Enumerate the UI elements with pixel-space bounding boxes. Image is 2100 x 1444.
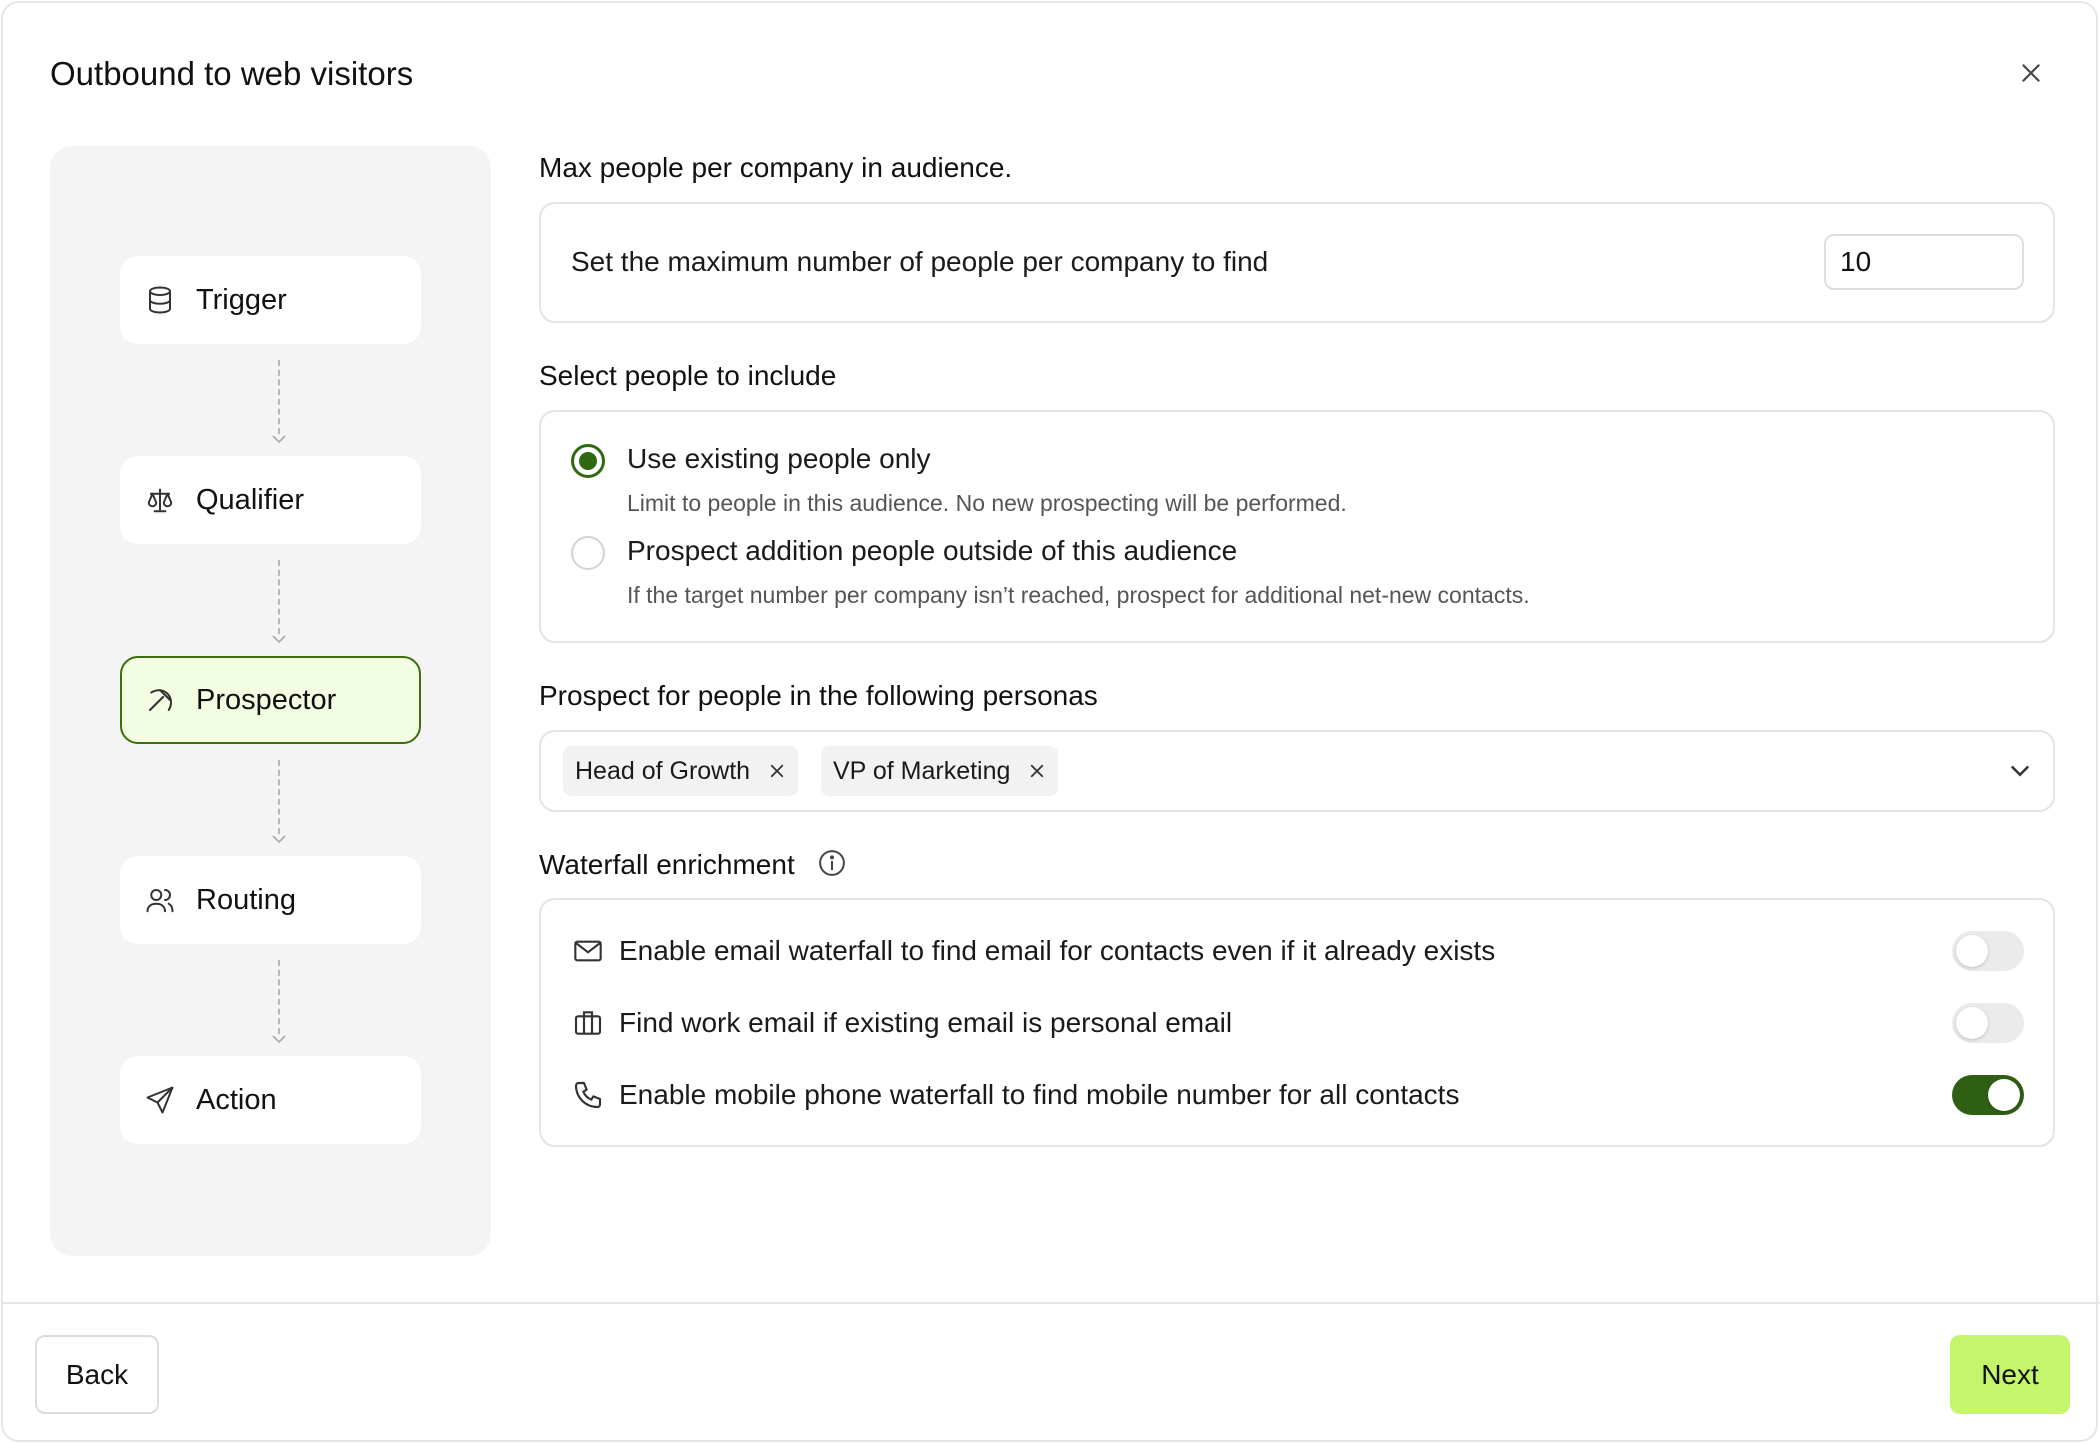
persona-chip-label: VP of Marketing bbox=[833, 756, 1011, 785]
max-people-label: Set the maximum number of people per company to find bbox=[571, 246, 1269, 277]
personas-title: Prospect for people in the following personas bbox=[539, 680, 1098, 711]
email-waterfall-toggle[interactable] bbox=[1952, 931, 2024, 971]
phone-waterfall-toggle[interactable] bbox=[1952, 1075, 2024, 1115]
option-existing-label[interactable]: Use existing people only bbox=[627, 443, 931, 474]
option-prospect-label[interactable]: Prospect addition people outside of this audience bbox=[627, 535, 1238, 566]
database-icon bbox=[144, 284, 176, 316]
step-label: Routing bbox=[196, 883, 296, 916]
users-icon bbox=[144, 884, 176, 916]
pickaxe-icon bbox=[144, 684, 176, 716]
mail-icon bbox=[571, 934, 605, 968]
remove-chip-icon[interactable] bbox=[1028, 762, 1046, 780]
persona-chip bbox=[821, 746, 1058, 796]
waterfall-phone-label: Enable mobile phone waterfall to find mobile number for all contacts bbox=[619, 1079, 1460, 1110]
option-existing-description: Limit to people in this audience. No new prospecting will be performed. bbox=[627, 490, 1347, 516]
phone-icon bbox=[571, 1078, 605, 1112]
select-people-title: Select people to include bbox=[539, 360, 837, 391]
max-people-card bbox=[539, 202, 2055, 323]
max-people-title: Max people per company in audience. bbox=[539, 152, 1013, 183]
dialog-title: Outbound to web visitors bbox=[50, 55, 414, 92]
step-label: Trigger bbox=[196, 283, 287, 316]
footer-divider bbox=[3, 1302, 2100, 1304]
next-button[interactable]: Next bbox=[1950, 1335, 2070, 1414]
step-prospector[interactable] bbox=[120, 656, 421, 744]
step-label: Action bbox=[196, 1083, 277, 1116]
send-icon bbox=[144, 1084, 176, 1116]
close-icon bbox=[2018, 60, 2044, 91]
radio-prospect-additional[interactable] bbox=[571, 536, 605, 570]
scale-icon bbox=[144, 484, 176, 516]
step-trigger[interactable] bbox=[120, 256, 421, 344]
back-button[interactable]: Back bbox=[35, 1335, 159, 1414]
workflow-dialog bbox=[1, 1, 2098, 1442]
info-icon[interactable] bbox=[817, 848, 847, 885]
step-label: Prospector bbox=[196, 683, 337, 716]
step-action[interactable] bbox=[120, 1056, 421, 1144]
step-qualifier[interactable] bbox=[120, 456, 421, 544]
select-people-card bbox=[539, 410, 2055, 643]
persona-chip bbox=[563, 746, 798, 796]
waterfall-email-label: Enable email waterfall to find email for contacts even if it already exists bbox=[619, 935, 1496, 966]
remove-chip-icon[interactable] bbox=[768, 762, 786, 780]
briefcase-icon bbox=[571, 1006, 605, 1040]
step-routing[interactable] bbox=[120, 856, 421, 944]
chevron-down-icon[interactable] bbox=[2005, 756, 2035, 786]
steps-panel bbox=[50, 146, 491, 1256]
waterfall-work-email-label: Find work email if existing email is personal email bbox=[619, 1007, 1233, 1038]
work-email-toggle[interactable] bbox=[1952, 1003, 2024, 1043]
personas-select[interactable] bbox=[539, 730, 2055, 812]
option-prospect-description: If the target number per company isn’t reached, prospect for additional net-new contacts. bbox=[627, 582, 1530, 608]
max-people-input[interactable] bbox=[1824, 234, 2024, 290]
step-connector bbox=[269, 360, 289, 444]
waterfall-title-text: Waterfall enrichment bbox=[539, 848, 795, 880]
persona-chip-label: Head of Growth bbox=[575, 756, 751, 785]
step-label: Qualifier bbox=[196, 483, 304, 516]
step-connector bbox=[269, 760, 289, 844]
step-connector bbox=[269, 560, 289, 644]
radio-existing-people[interactable] bbox=[571, 444, 605, 478]
close-button[interactable] bbox=[2011, 55, 2051, 95]
waterfall-title bbox=[539, 848, 847, 885]
waterfall-card bbox=[539, 898, 2055, 1147]
step-connector bbox=[269, 960, 289, 1044]
